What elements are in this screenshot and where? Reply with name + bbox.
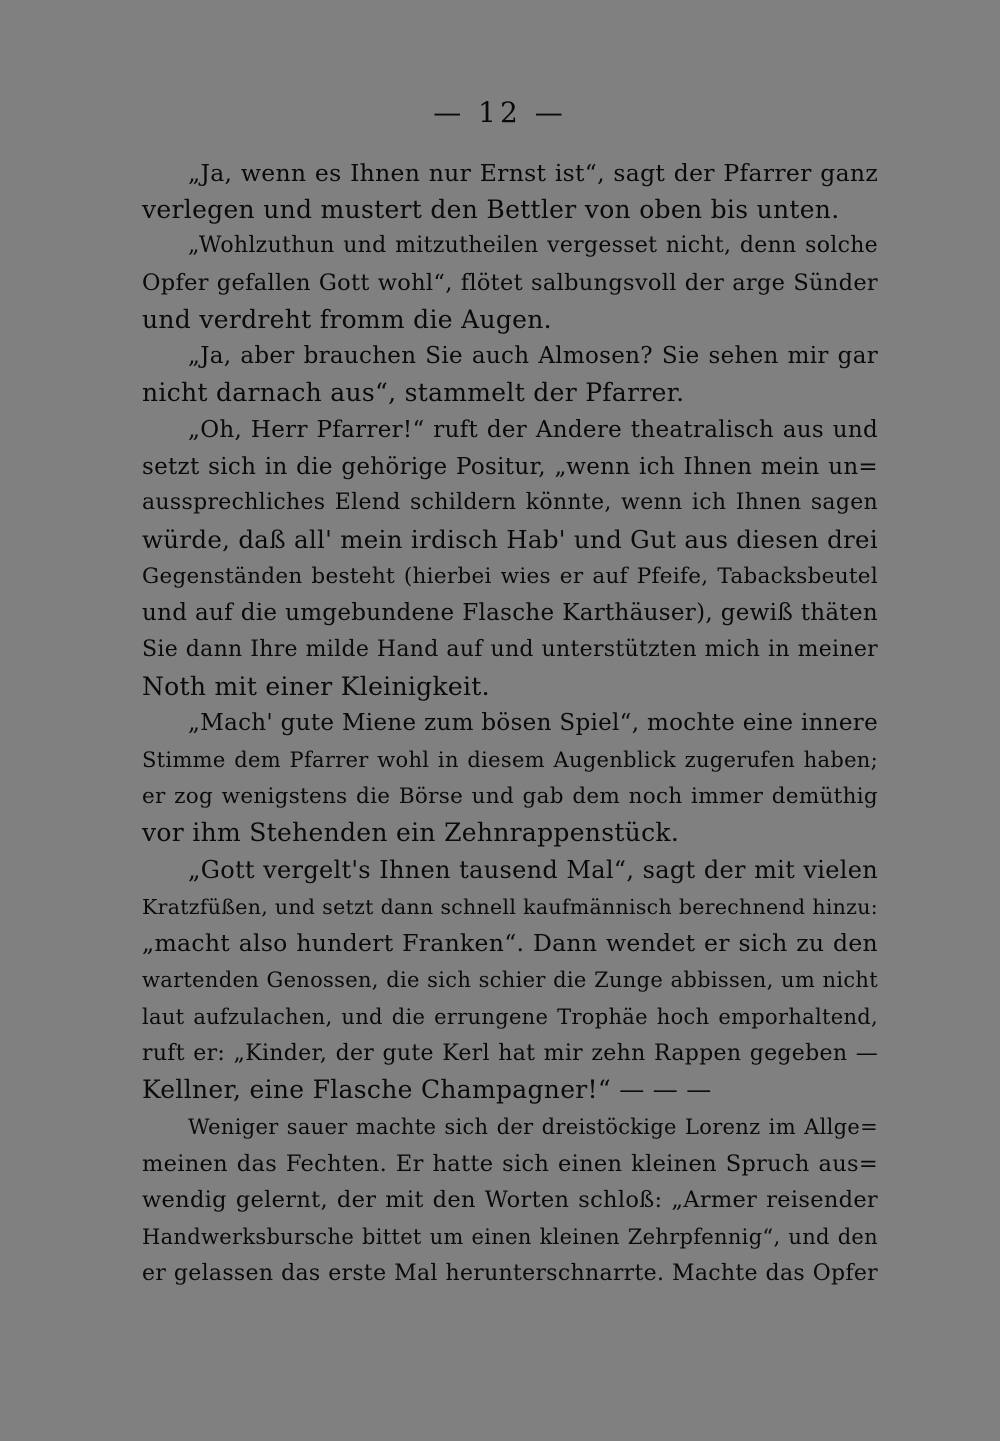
text-line: nicht darnach aus“, stammelt der Pfarrer. — [142, 378, 685, 408]
text-line: „Mach' gute Miene zum bösen Spiel“, mochte eine innere — [188, 710, 878, 737]
text-line: er zog wenigstens die Börse und gab dem noch immer demüthig — [142, 783, 878, 809]
text-line: meinen das Fechten. Er hatte sich einen kleinen Spruch aus= — [142, 1150, 878, 1177]
text-line: wendig gelernt, der mit den Worten schloß: „Armer reisender — [142, 1187, 878, 1214]
text-line: „Wohlzuthun und mitzutheilen vergesset nicht, denn solche — [188, 233, 878, 259]
text-line: laut aufzulachen, und die errungene Trophäe hoch emporhaltend, — [142, 1004, 878, 1029]
text-line: „Ja, aber brauchen Sie auch Almosen? Sie sehen mir gar — [188, 343, 878, 370]
body-text — [142, 155, 878, 1292]
text-line: „Oh, Herr Pfarrer!“ ruft der Andere theatralisch aus und — [188, 416, 878, 443]
text-line: verlegen und mustert den Bettler von oben bis unten. — [142, 194, 840, 224]
text-line: wartenden Genossen, die sich schier die Zunge abbissen, um nicht — [142, 968, 878, 993]
text-line: Stimme dem Pfarrer wohl in diesem Augenblick zugerufen haben; — [142, 748, 878, 772]
text-line: „macht also hundert Franken“. Dann wendet er sich zu den — [142, 929, 878, 958]
text-line: und verdreht fromm die Augen. — [142, 304, 552, 334]
text-line: würde, daß all' mein irdisch Hab' und Gut aus diesen drei — [142, 524, 878, 554]
text-line: Kratzfüßen, und setzt dann schnell kaufmännisch berechnend hinzu: — [142, 894, 878, 919]
text-line: Noth mit einer Kleinigkeit. — [142, 671, 490, 701]
text-line: ruft er: „Kinder, der gute Kerl hat mir zehn Rappen gegeben — — [142, 1040, 878, 1066]
text-line: Gegenständen besteht (hierbei wies er auf Pfeife, Tabacksbeutel — [142, 563, 878, 589]
text-line: Opfer gefallen Gott wohl“, flötet salbungsvoll der arge Sünder — [142, 270, 878, 297]
text-line: aussprechliches Elend schildern könnte, wenn ich Ihnen sagen — [142, 490, 878, 516]
text-line: er gelassen das erste Mal herunterschnarrte. Machte das Opfer — [142, 1260, 878, 1286]
text-line: „Ja, wenn es Ihnen nur Ernst ist“, sagt der Pfarrer ganz — [188, 159, 878, 187]
text-line: Sie dann Ihre milde Hand auf und unterstützten mich in meiner — [142, 636, 878, 662]
text-line: Kellner, eine Flasche Champagner!“ — — — — [142, 1075, 712, 1105]
text-line: Weniger sauer machte sich der dreistöckige Lorenz im Allge= — [188, 1114, 878, 1139]
page-number: — 12 — — [433, 96, 567, 129]
text-line: „Gott vergelt's Ihnen tausend Mal“, sagt der mit vielen — [188, 856, 878, 885]
text-line: setzt sich in die gehörige Positur, „wenn ich Ihnen mein un= — [142, 453, 878, 480]
text-line: vor ihm Stehenden ein Zehnrappenstück. — [142, 818, 680, 848]
text-line: und auf die umgebundene Flasche Karthäuser), gewiß thäten — [142, 600, 878, 627]
text-line: Handwerksbursche bittet um einen kleinen Zehrpfennig“, und den — [142, 1224, 878, 1249]
